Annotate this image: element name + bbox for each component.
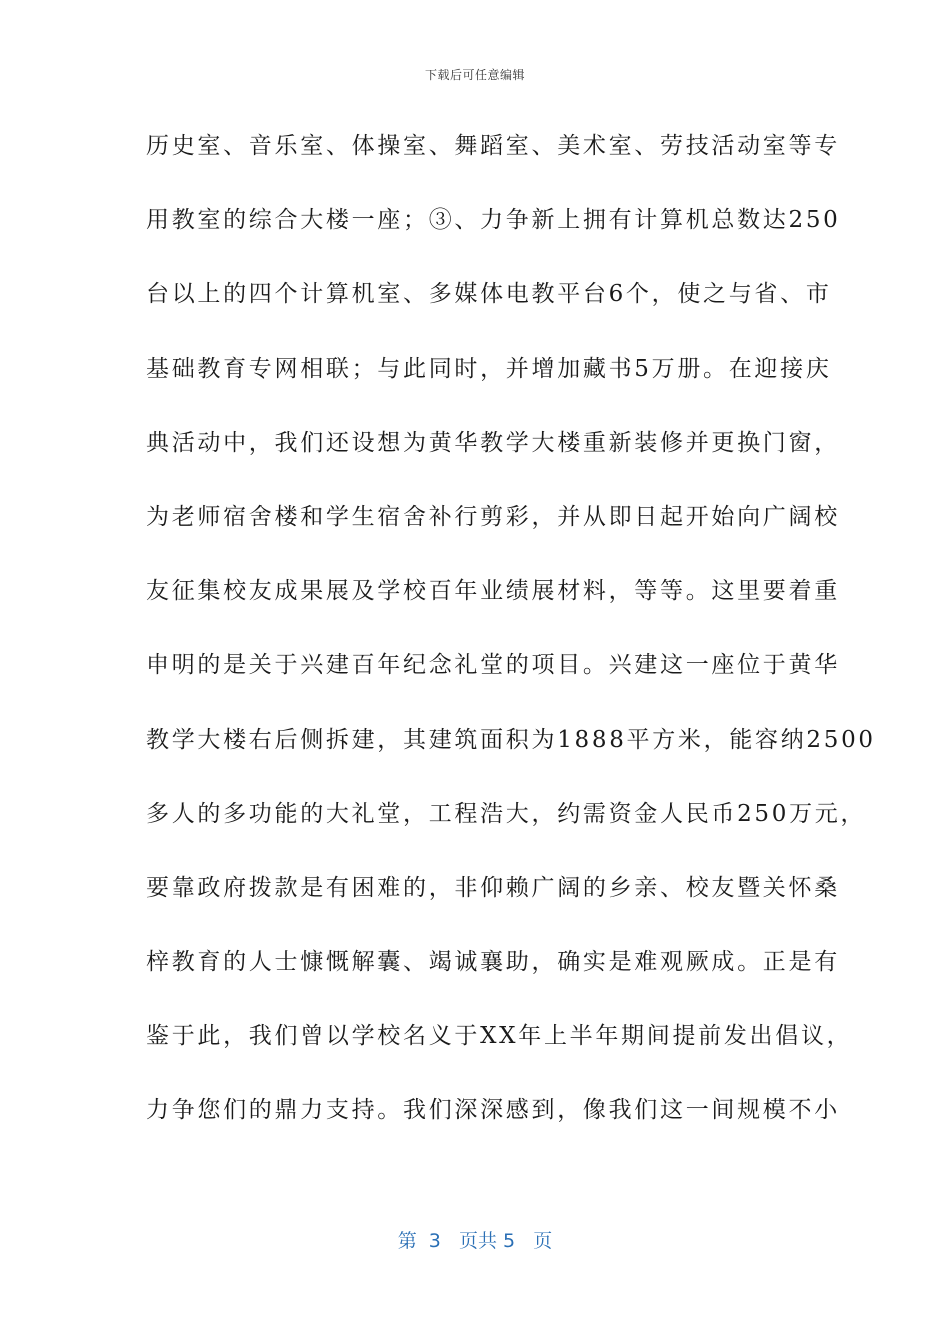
body-line: 台以上的四个计算机室、多媒体电教平台6个，使之与省、市 [146,281,832,308]
body-line: 为老师宿舍楼和学生宿舍补行剪彩，并从即日起开始向广阔校 [146,503,840,530]
page-number-footer: 第 3 页共 5 页 [397,1230,553,1252]
body-line: 力争您们的鼎力支持。我们深深感到，像我们这一间规模不小 [146,1097,840,1124]
body-line: 教学大楼右后侧拆建，其建筑面积为1888平方米，能容纳2500 [146,726,876,753]
body-line: 申明的是关于兴建百年纪念礼堂的项目。兴建这一座位于黄华 [146,652,840,679]
body-line: 用教室的综合大楼一座；③、力争新上拥有计算机总数达250 [146,207,841,234]
body-line: 友征集校友成果展及学校百年业绩展材料，等等。这里要着重 [146,578,840,605]
document-body [146,120,876,1159]
body-line: 要靠政府拨款是有困难的，非仰赖广阔的乡亲、校友暨关怀桑 [146,874,840,901]
body-line: 历史室、音乐室、体操室、舞蹈室、美术室、劳技活动室等专 [146,133,840,159]
page-header-note: 下载后可任意编辑 [424,68,525,82]
body-line: 鉴于此，我们曾以学校名义于XX年上半年期间提前发出倡议， [146,1023,853,1050]
body-line: 多人的多功能的大礼堂，工程浩大，约需资金人民币250万元， [146,800,867,827]
body-line: 基础教育专网相联；与此同时，并增加藏书5万册。在迎接庆 [146,355,832,382]
body-line: 梓教育的人士慷慨解囊、竭诚襄助，确实是难观厥成。正是有 [146,949,840,976]
body-line: 典活动中，我们还设想为黄华教学大楼重新装修并更换门窗， [146,429,840,456]
